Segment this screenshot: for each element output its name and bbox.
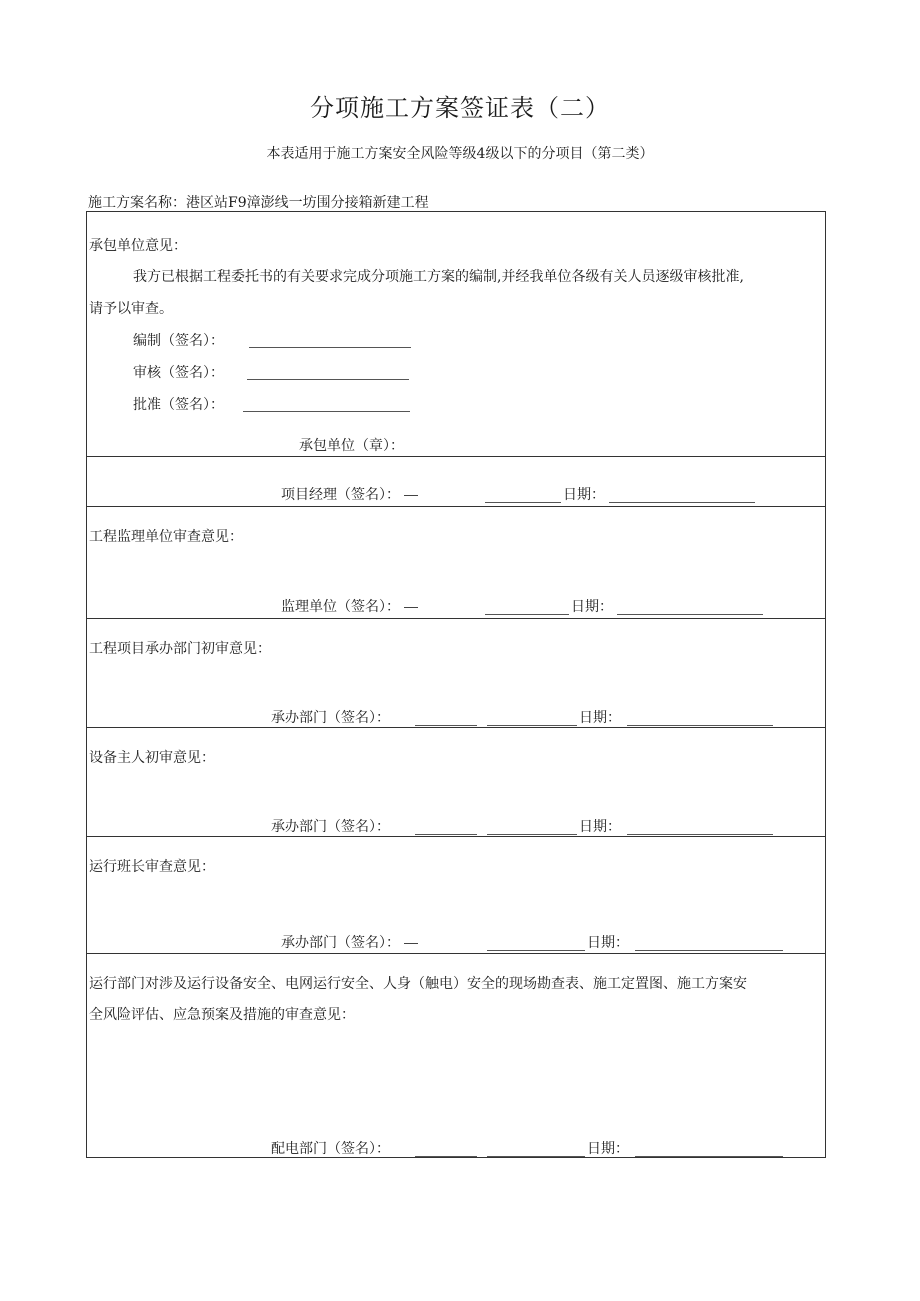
signoff-table	[86, 211, 826, 1158]
team-leader-date-line[interactable]	[635, 950, 783, 951]
contractor-paragraph-line2: 请予以审查。	[89, 301, 173, 317]
supervisor-date-line[interactable]	[617, 614, 763, 615]
team-leader-heading: 运行班长审查意见：	[89, 859, 215, 875]
dept-initial-label: 承办部门（签名）：	[271, 710, 390, 726]
supervisor-section	[87, 507, 825, 619]
operation-date-line[interactable]	[635, 1156, 783, 1157]
operation-heading-line1: 运行部门对涉及运行设备安全、电网运行安全、人身（触电）安全的现场勘查表、施工定置图、施工方案安	[89, 976, 747, 992]
team-leader-date-label: 日期：	[587, 935, 629, 951]
project-manager-section	[87, 457, 825, 507]
form-subtitle: 本表适用于施工方案安全风险等级4级以下的分项目（第二类）	[266, 146, 654, 162]
owner-label: 承办部门（签名）：	[271, 819, 390, 835]
dash-mark	[404, 495, 418, 496]
contractor-seal-label: 承包单位（章）：	[299, 438, 404, 454]
team-leader-label: 承办部门（签名）：	[281, 933, 418, 953]
dash-mark	[404, 607, 418, 608]
team-leader-signature-line[interactable]	[487, 950, 585, 951]
contractor-heading: 承包单位意见：	[89, 238, 187, 254]
form-title: 分项施工方案签证表（二）	[310, 94, 610, 122]
dept-initial-signature-line-1[interactable]	[415, 725, 477, 726]
contractor-paragraph-line1: 我方已根据工程委托书的有关要求完成分项施工方案的编制,并经我单位各级有关人员逐级审核批准,	[133, 269, 744, 285]
owner-date-label: 日期：	[579, 819, 621, 835]
owner-signature-line-1[interactable]	[415, 834, 477, 835]
supervisor-heading: 工程监理单位审查意见：	[89, 529, 243, 545]
dept-initial-signature-line-2[interactable]	[487, 725, 577, 726]
review-signature-label: 审核（签名）：	[133, 365, 224, 381]
project-name: 施工方案名称：港区站F9漳澎线一坊围分接箱新建工程	[88, 195, 429, 211]
owner-heading: 设备主人初审意见：	[89, 750, 215, 766]
contractor-section	[87, 212, 825, 457]
supervisor-label: 监理单位（签名）：	[281, 597, 418, 617]
approve-signature-line[interactable]	[243, 411, 410, 412]
operation-signature-line-2[interactable]	[487, 1156, 585, 1157]
supervisor-date-label: 日期：	[571, 599, 613, 615]
approve-signature-label: 批准（签名）：	[133, 397, 224, 413]
project-manager-date-line[interactable]	[609, 502, 755, 503]
compile-signature-label: 编制（签名）：	[133, 333, 224, 349]
dept-initial-date-line[interactable]	[627, 725, 773, 726]
project-manager-date-label: 日期：	[563, 487, 605, 503]
owner-section	[87, 728, 825, 837]
review-signature-line[interactable]	[247, 379, 409, 380]
supervisor-signature-line[interactable]	[485, 614, 569, 615]
operation-section	[87, 954, 825, 1157]
operation-signature-line-1[interactable]	[415, 1156, 477, 1157]
project-manager-signature-line[interactable]	[485, 502, 561, 503]
project-manager-label: 项目经理（签名）：	[281, 485, 418, 505]
dash-mark	[404, 943, 418, 944]
owner-signature-line-2[interactable]	[487, 834, 577, 835]
team-leader-section	[87, 837, 825, 954]
compile-signature-line[interactable]	[249, 347, 411, 348]
dept-initial-heading: 工程项目承办部门初审意见：	[89, 641, 271, 657]
dept-initial-date-label: 日期：	[579, 710, 621, 726]
operation-heading-line2: 全风险评估、应急预案及措施的审查意见：	[89, 1007, 355, 1023]
operation-label: 配电部门（签名）：	[271, 1141, 390, 1157]
dept-initial-section	[87, 619, 825, 728]
operation-date-label: 日期：	[587, 1141, 629, 1157]
owner-date-line[interactable]	[627, 834, 773, 835]
